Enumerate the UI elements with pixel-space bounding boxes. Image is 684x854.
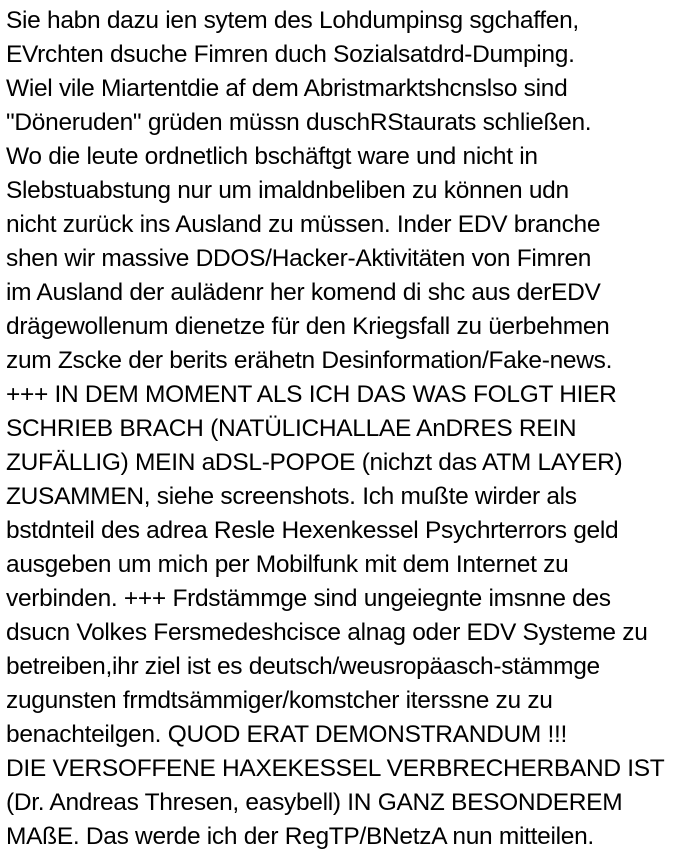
text-line: SCHRIEB BRACH (NATÜLICHALLAE AnDRES REIN xyxy=(6,415,577,442)
text-line: ZUFÄLLIG) MEIN aDSL-POPOE (nichzt das ATM LAYER) xyxy=(6,449,623,476)
text-line: verbinden. +++ Frdstämmge sind ungeiegnte imsnne des xyxy=(6,585,611,612)
text-line: ausgeben um mich per Mobilfunk mit dem Internet zu xyxy=(6,551,569,578)
text-line: nicht zurück ins Ausland zu müssen. Inder EDV branche xyxy=(6,211,601,238)
text-line: DIE VERSOFFENE HAXEKESSEL VERBRECHERBAND IST xyxy=(6,755,665,782)
document-text xyxy=(6,4,682,854)
text-line: Slebstuabstung nur um imaldnbeliben zu können udn xyxy=(6,177,569,204)
text-line: bstdnteil des adrea Resle Hexenkessel Psychrterrors geld xyxy=(6,517,619,544)
text-line: Wiel vile Miartentdie af dem Abristmarktshcnslso sind xyxy=(6,75,568,102)
text-line: im Ausland der aulädenr her komend di shc aus derEDV xyxy=(6,279,601,306)
text-line: benachteilgen. QUOD ERAT DEMONSTRANDUM !!! xyxy=(6,721,568,748)
text-line: dsucn Volkes Fersmedeshcisce alnag oder EDV Systeme zu xyxy=(6,619,648,646)
text-line: shen wir massive DDOS/Hacker-Aktivitäten von Fimren xyxy=(6,245,592,272)
text-line: +++ IN DEM MOMENT ALS ICH DAS WAS FOLGT HIER xyxy=(6,381,617,408)
text-line: "Döneruden" grüden müssn duschRStaurats schließen. xyxy=(6,109,592,136)
text-line: betreiben,ihr ziel ist es deutsch/weusropäasch-stämmge xyxy=(6,653,600,680)
text-line: ZUSAMMEN, siehe screenshots. Ich mußte wirder als xyxy=(6,483,577,510)
text-line: (Dr. Andreas Thresen, easybell) IN GANZ BESONDEREM xyxy=(6,789,623,816)
text-line: Wo die leute ordnetlich bschäftgt ware und nicht in xyxy=(6,143,538,170)
text-line: zum Zscke der berits erähetn Desinformation/Fake-news. xyxy=(6,347,613,374)
text-line: drägewollenum dienetze für den Kriegsfall zu üerbehmen xyxy=(6,313,610,340)
text-line: Sie habn dazu ien sytem des Lohdumpinsg sgchaffen, xyxy=(6,7,579,34)
text-line: zugunsten frmdtsämmiger/komstcher iterssne zu zu xyxy=(6,687,553,714)
text-line: EVrchten dsuche Fimren duch Sozialsatdrd-Dumping. xyxy=(6,41,575,68)
text-line: MAßE. Das werde ich der RegTP/BNetzA nun mitteilen. xyxy=(6,823,594,850)
